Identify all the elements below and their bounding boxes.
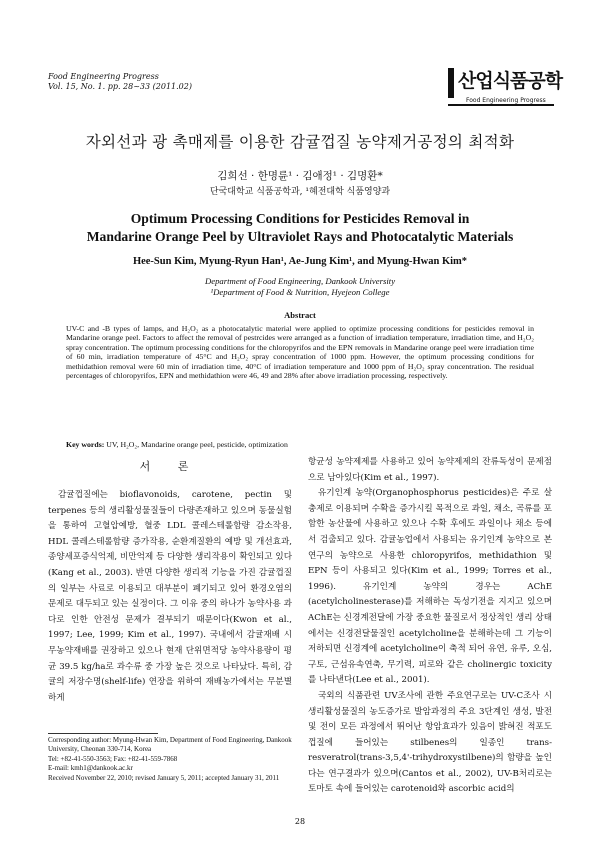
footnote-email: E-mail: kmh1@dankook.ac.kr (48, 764, 133, 773)
affiliation-english-2: ¹Department of Food & Nutrition, Hyejeon College (210, 287, 390, 297)
authors-korean: 김희선 · 한명륜¹ · 김애정¹ · 김명환* (217, 170, 383, 182)
footnote (48, 736, 292, 783)
right-paragraph-1: 항균성 농약제제를 사용하고 있어 농약제제의 잔류독성이 문제점으로 남아있다(Kim et al., 1997). (308, 457, 552, 483)
logo-english-text: Food Engineering Progress (466, 97, 546, 104)
keywords-text: UV, H₂O₂, Mandarine orange peel, pesticide, optimization (106, 440, 288, 449)
right-paragraph-2: 유기인계 농약(Organophosphorus pesticides)은 주로 살충제로 이용되며 수확을 증가시킬 목적으로 과일, 채소, 곡류를 포함한 농산물에 사용하고 있으나 수확 후에도 과일이나 채소 등에서 검출되고 있다. 감귤농업에서 사용되는 유기인계 농약으로 본 연구의 농약으로 사용한 chloropyrifos, methidathion 및 EPN 등이 사용되고 있다(Kim et al., 1999; Torres et al., 1996). 유기인계 농약의 경우는 AChE (acetylcholinesterase)를 저해하는 독성기전을 지지고 있으며 AChE는 신경계전달에 가장 중요한 물질로서 정상적인 생리 상태에서는 신경전달물질인 acetylcholine을 분해하는데 그 기능이 저하되면 신경계에 acetylcholine이 축적 되어 유연, 유루, 오심, 구토, 근섬유속연축, 무기력, 피로와 같은 cholinergic toxicity를 나타낸다(Lee et al., 2001). (308, 488, 552, 686)
title-korean: 자외선과 광 촉매제를 이용한 감귤껍질 농약제거공정의 최적화 (85, 133, 515, 151)
title-english-line1: Optimum Processing Conditions for Pesticides Removal in (130, 211, 470, 226)
logo-underline (448, 104, 554, 106)
keywords-label: Key words: (66, 440, 105, 449)
footnote-phone: Tel: +82-41-550-3563; Fax: +82-41-559-7868 (48, 754, 178, 763)
title-english (0, 210, 600, 246)
page-number: 28 (294, 817, 306, 826)
left-paragraph: 감귤껍질에는 bioflavonoids, carotene, pectin 및 terpenes 등의 생리활성물질들이 다량존재하고 있으며 동물실험을 통하여 고혈압예방, 혈중 LDL 콜레스테롤함량 감소작용, HDL 콜레스테롤함량 증가작용, 순환계질환의 예방 및 개선효과, 종양세포증식억제, 비만억제 등 다양한 생리작용이 확인되고 있다(Kang et al., 2003). 반면 다양한 생리적 기능을 가진 감귤껍질의 일부는 사료로 이용되고 대부분이 폐기되고 있어 환경오염의 문제로 대두되고 있는 실정이다. 그 이유 중의 하나가 농약사용 과다로 인한 안전성 문제가 결부되기 때문이다(Kwon et al., 1997; Lee, 1999; Kim et al., 1997). 국내에서 감귤재배 시 무농약재배를 권장하고 있으나 현재 단위면적당 농약사용량이 평균 39.5 kg/ha로 과수류 중 가장 높은 것으로 나타났다. 특히, 감귤의 저장수명(shelf-life) 연장을 위하여 재배농가에서는 무분별하게 (48, 490, 292, 703)
logo-mark-icon (448, 68, 454, 98)
footnote-corresponding: Corresponding author: Myung-Hwan Kim, Department of Food Engineering, Dankook University, Cheonan 330-714, Korea (48, 736, 292, 754)
affiliation-english (0, 276, 600, 298)
abstract-text: UV-C and -B types of lamps, and H₂O₂ as a photocatalytic material were applied to optimize processing conditions for pesticides removal in Mandarine orange peel. Factors to affect the removal of pestrcides were arranged as a function of irradiation temperature, irradiation time, and H₂O₂ spray concentration. The optimum processing conditions for the chloropyrifos and the EPN removals in Mandarine orange peel were irradiation time of 60 min, irradiation temperature of 45°C and H₂O₂ spray concentration of 1000 ppm. However, the optimum processing conditions for methidathion removal were 60 min of irradiation time, 40°C of irradiation temperature and 1000 ppm of H₂O₂ spray concentration. The residual percentages of chloropyrifos, EPN and methidathion were 46, 49 and 28% after above irradiation processing, respectively. (66, 324, 534, 381)
journal-name: Food Engineering Progress (48, 72, 159, 81)
logo-korean-text: 산업식품공학 (458, 70, 563, 92)
authors-english: Hee-Sun Kim, Myung-Ryun Han¹, Ae-Jung Kim¹, and Myung-Hwan Kim* (132, 256, 468, 267)
journal-header (48, 72, 192, 92)
affiliation-korean: 단국대학교 식품공학과, ¹혜전대학 식품영양과 (209, 187, 391, 197)
left-column (48, 488, 292, 706)
journal-volume: Vol. 15, No. 1. pp. 28~33 (2011.02) (48, 82, 192, 91)
journal-logo (446, 64, 563, 110)
section-heading: 서 론 (139, 460, 201, 473)
footnote-divider (48, 733, 158, 734)
keywords (66, 440, 534, 449)
right-paragraph-3: 국외의 식품관련 UV조사에 관한 주요연구로는 UV-C조사 시 생리활성물질의 농도증가로 발암과정의 주요 3단계인 생성, 발전 및 전이 모든 과정에서 뛰어난 항암효과가 있음이 밝혀진 적포도 껍질에 들어있는 stilbenes의 일종인 trans- resveratrol(trans-3,5,4'-trihydroxystilbene)의 함량을 높인다는 연구결과가 있으며(Cantos et al., 2002), UV-B처리로는 토마토 속에 들어있는 carotenoid와 ascorbic acid의 (308, 690, 552, 795)
right-column (308, 455, 552, 798)
title-english-line2: Mandarine Orange Peel by Ultraviolet Rays and Photocatalytic Materials (86, 229, 514, 244)
affiliation-english-1: Department of Food Engineering, Dankook University (204, 276, 396, 286)
abstract-heading: Abstract (284, 310, 316, 320)
footnote-received: Received November 22, 2010; revised January 5, 2011; accepted January 31, 2011 (48, 773, 280, 782)
